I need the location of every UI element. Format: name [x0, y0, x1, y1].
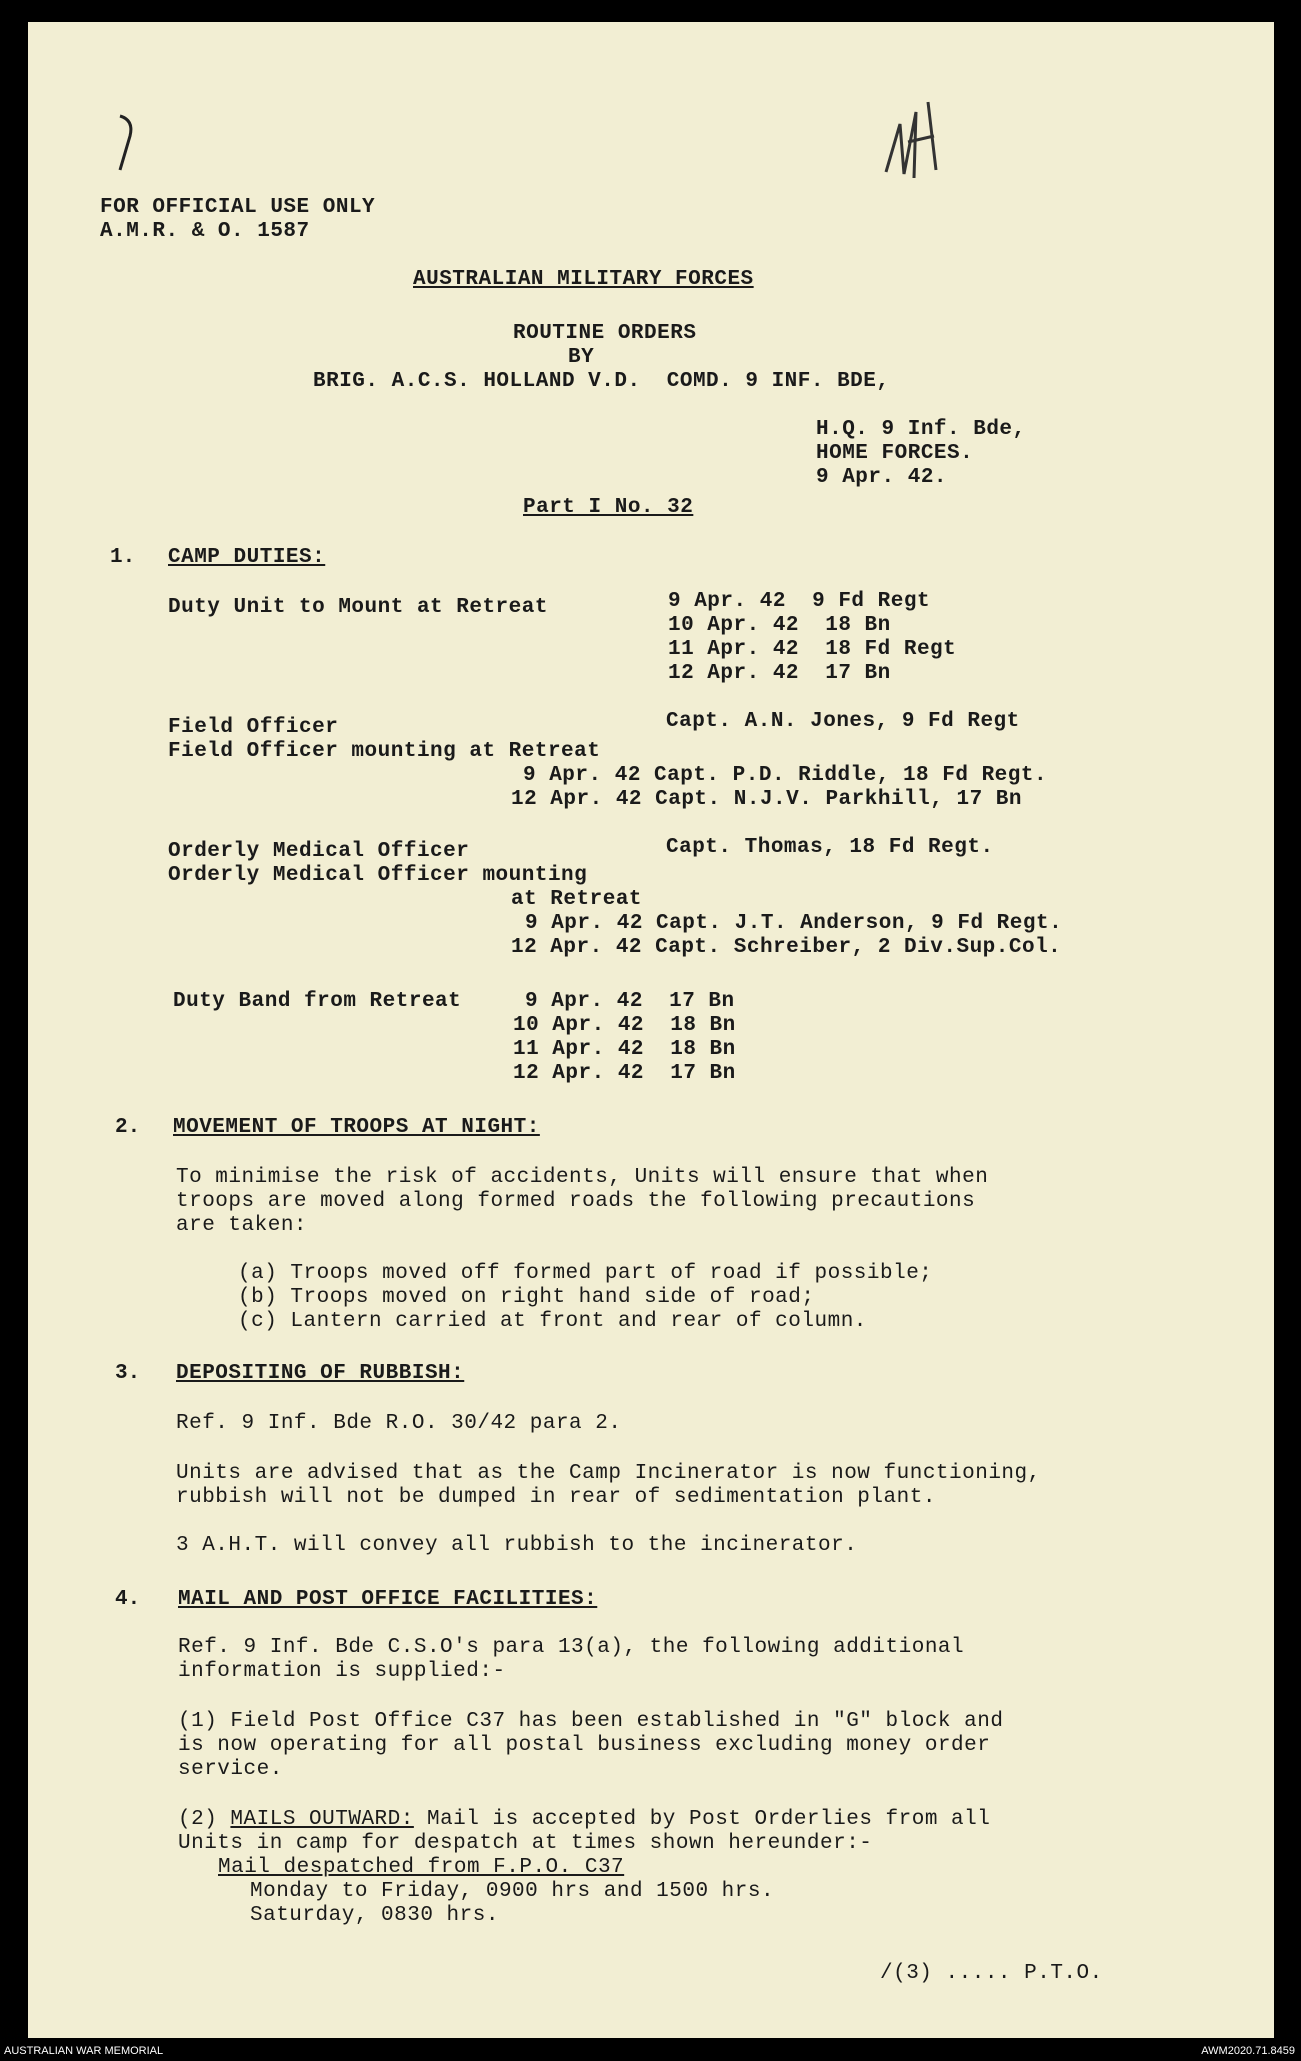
- section-4-item-1: is now operating for all postal business excluding money order: [178, 1734, 991, 1757]
- pencil-tick-mark: [120, 116, 131, 170]
- section-2-number: 2.: [115, 1116, 141, 1139]
- section-3-para: rubbish will not be dumped in rear of sedimentation plant.: [176, 1486, 936, 1509]
- initials-signature: [886, 102, 936, 178]
- footer-accession: AWM2020.71.8459: [1201, 2045, 1295, 2057]
- section-3-para: Units are advised that as the Camp Incinerator is now functioning,: [176, 1462, 1041, 1485]
- omo-label: Orderly Medical Officer: [168, 840, 470, 863]
- part-number: Part I No. 32: [523, 496, 694, 519]
- section-2-title: MOVEMENT OF TROOPS AT NIGHT:: [173, 1116, 540, 1139]
- field-officer-label: Field Officer: [168, 716, 339, 739]
- section-1-number: 1.: [110, 546, 136, 569]
- band-row: 11 Apr. 42 18 Bn: [513, 1038, 736, 1061]
- hq-line-1: H.Q. 9 Inf. Bde,: [816, 418, 1026, 441]
- reference-number: A.M.R. & O. 1587: [100, 220, 310, 243]
- field-officer-row: 12 Apr. 42 Capt. N.J.V. Parkhill, 17 Bn: [511, 788, 1022, 811]
- field-officer-mount-label: Field Officer mounting at Retreat: [168, 740, 601, 763]
- band-row: 12 Apr. 42 17 Bn: [513, 1062, 736, 1085]
- section-4-item-2-line: Saturday, 0830 hrs.: [250, 1904, 499, 1927]
- field-officer-row: 9 Apr. 42 Capt. P.D. Riddle, 18 Fd Regt.: [523, 764, 1048, 787]
- band-label: Duty Band from Retreat: [173, 990, 462, 1013]
- item-2-rest: Mail is accepted by Post Orderlies from all: [413, 1808, 991, 1831]
- section-2-para: are taken:: [176, 1214, 308, 1237]
- omo-row: 9 Apr. 42 Capt. J.T. Anderson, 9 Fd Regt.: [525, 912, 1063, 935]
- item-2-prefix: (2): [178, 1808, 231, 1831]
- section-3-number: 3.: [115, 1362, 141, 1385]
- footer-source: AUSTRALIAN WAR MEMORIAL: [4, 2045, 164, 2057]
- hq-line-2: HOME FORCES.: [816, 442, 974, 465]
- section-3-para-2: 3 A.H.T. will convey all rubbish to the incinerator.: [176, 1534, 858, 1557]
- section-4-number: 4.: [115, 1588, 141, 1611]
- section-3-ref: Ref. 9 Inf. Bde R.O. 30/42 para 2.: [176, 1412, 622, 1435]
- section-4-item-2-line: Monday to Friday, 0900 hrs and 1500 hrs.: [250, 1880, 775, 1903]
- document-page: [28, 22, 1274, 2038]
- precaution-item: (c) Lantern carried at front and rear of column.: [238, 1310, 867, 1333]
- section-1-title: CAMP DUTIES:: [168, 546, 326, 569]
- section-4-item-1: service.: [178, 1758, 283, 1781]
- section-2-para: To minimise the risk of accidents, Units will ensure that when: [176, 1166, 989, 1189]
- handwritten-marks: [28, 22, 1274, 222]
- by-line: BY: [568, 346, 595, 369]
- precaution-item: (a) Troops moved off formed part of road if possible;: [238, 1262, 933, 1285]
- omo-row: 12 Apr. 42 Capt. Schreiber, 2 Div.Sup.Col.: [511, 936, 1062, 959]
- section-4-title: MAIL AND POST OFFICE FACILITIES:: [178, 1588, 598, 1611]
- section-4-ref: information is supplied:-: [178, 1660, 506, 1683]
- section-3-title: DEPOSITING OF RUBBISH:: [176, 1362, 465, 1385]
- section-4-ref: Ref. 9 Inf. Bde C.S.O's para 13(a), the following additional: [178, 1636, 965, 1659]
- omo-mount-label: Orderly Medical Officer mounting: [168, 864, 588, 887]
- field-officer-value: Capt. A.N. Jones, 9 Fd Regt: [666, 710, 1020, 733]
- band-row: 9 Apr. 42 17 Bn: [525, 990, 735, 1013]
- section-4-item-2-line: Units in camp for despatch at times shown hereunder:-: [178, 1832, 873, 1855]
- document-title: AUSTRALIAN MILITARY FORCES: [413, 268, 754, 291]
- section-4-item-1: (1) Field Post Office C37 has been established in "G" block and: [178, 1710, 1004, 1733]
- omo-value: Capt. Thomas, 18 Fd Regt.: [666, 836, 994, 859]
- precaution-item: (b) Troops moved on right hand side of road;: [238, 1286, 815, 1309]
- duty-unit-row: 9 Apr. 42 9 Fd Regt: [668, 590, 931, 613]
- commander-line: BRIG. A.C.S. HOLLAND V.D. COMD. 9 INF. BDE,: [313, 370, 890, 393]
- hq-date: 9 Apr. 42.: [816, 466, 948, 489]
- duty-unit-row: 10 Apr. 42 18 Bn: [668, 614, 891, 637]
- section-4-item-2-line: Mail despatched from F.P.O. C37: [218, 1856, 625, 1879]
- section-4-item-2: [178, 1808, 990, 1832]
- section-2-para: troops are moved along formed roads the following precautions: [176, 1190, 976, 1213]
- classification: FOR OFFICIAL USE ONLY: [100, 196, 376, 219]
- duty-unit-row: 12 Apr. 42 17 Bn: [668, 662, 891, 685]
- band-row: 10 Apr. 42 18 Bn: [513, 1014, 736, 1037]
- mails-outward-heading: MAILS OUTWARD:: [230, 1808, 414, 1831]
- page-turn-note: /(3) ..... P.T.O.: [880, 1962, 1103, 1985]
- omo-mount-label-2: at Retreat: [511, 888, 643, 911]
- routine-orders: ROUTINE ORDERS: [513, 322, 697, 345]
- duty-unit-label: Duty Unit to Mount at Retreat: [168, 596, 548, 619]
- duty-unit-row: 11 Apr. 42 18 Fd Regt: [668, 638, 957, 661]
